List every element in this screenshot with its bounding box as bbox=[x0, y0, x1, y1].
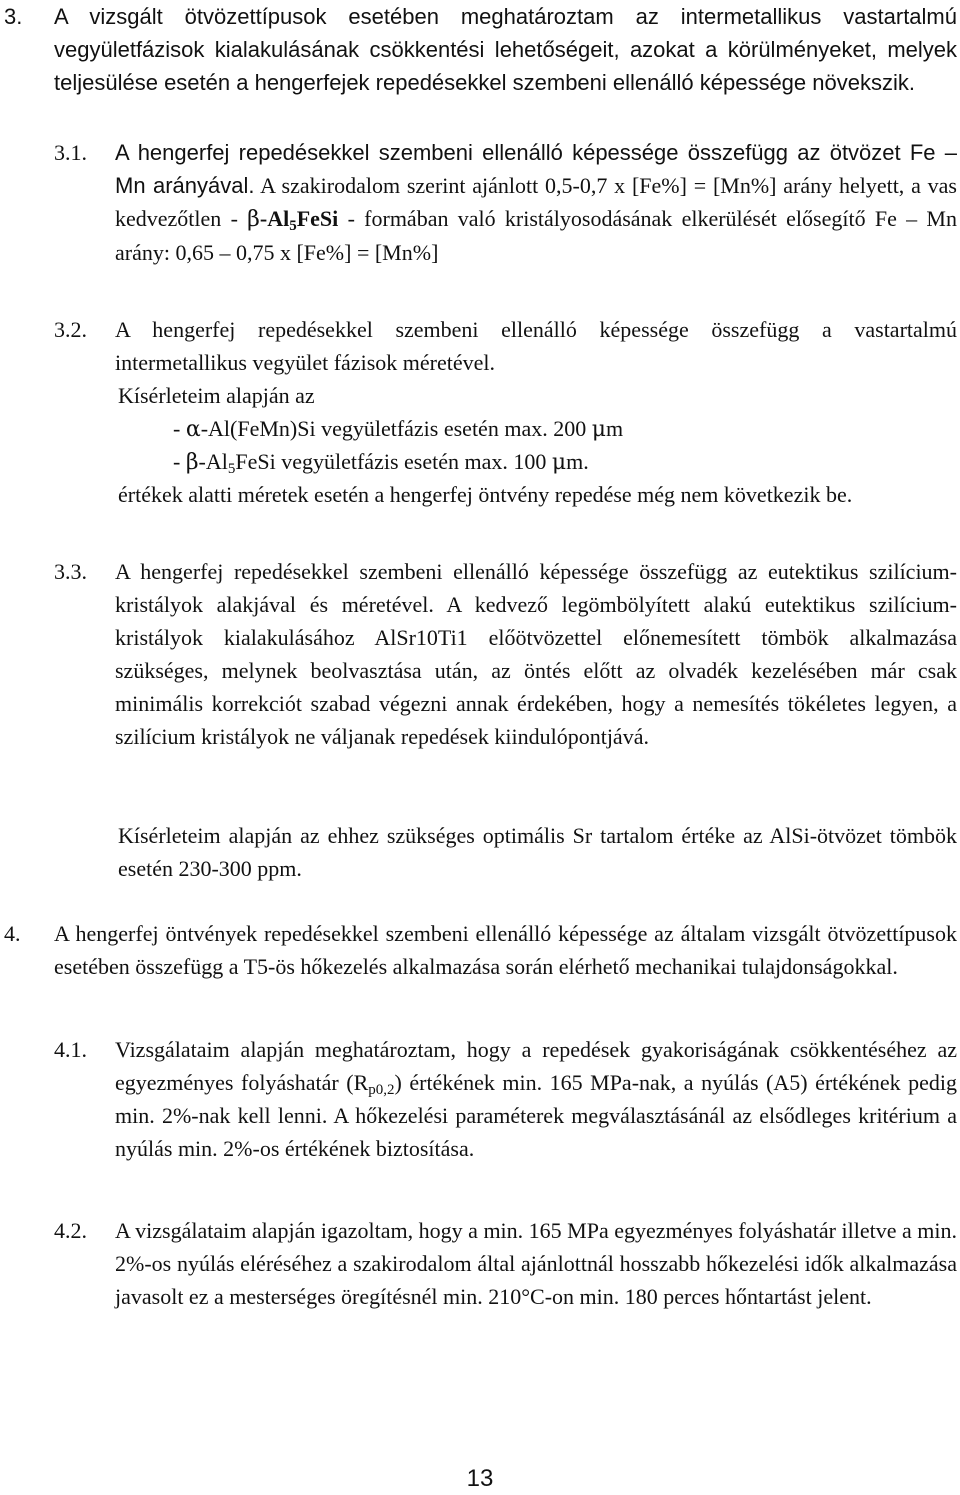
beta-item-subscript: 5 bbox=[227, 461, 236, 477]
alpha-item-text: -Al(FeMn)Si vegyületfázis esetén max. 200 bbox=[200, 416, 592, 441]
page-number: 13 bbox=[466, 1465, 494, 1492]
beta-symbol: β bbox=[185, 450, 199, 475]
mu-symbol: μ bbox=[551, 450, 567, 475]
section-3-3-extra: Kísérleteim alapján az ehhez szükséges optimális Sr tartalom értéke az AlSi-ötvözet tömbök esetén 230-300 ppm. bbox=[118, 823, 957, 881]
alpha-symbol: α bbox=[185, 417, 201, 442]
section-3-1-lead: A hengerfej repedésekkel szembeni ellenálló képessége összefügg az ötvözet Fe – Mn arányával. bbox=[115, 140, 957, 198]
alpha-item-unit: m bbox=[606, 416, 624, 441]
beta-symbol: β bbox=[247, 207, 260, 232]
section-3-3-text: A hengerfej repedésekkel szembeni ellenálló képessége összefügg az eutektikus szilícium-kristályok alakjával és méretével. A kedvező legömbölyített alakú eutektikus szilícium-kristályok kialakulásához AlSr10Ti1 előötvözettel előnemesített tömbök alkalmazása szükséges, melynek beolvasztása után, az öntés előtt az olvadék kezelésében már csak minimális korrekciót szabad végezni annak érdekében, hogy a nemesítés tökéletes legyen, a szilícium kristályok ne váljanak repedések kiindulópontjává. bbox=[115, 559, 957, 749]
beta-item-unit: m. bbox=[566, 449, 589, 474]
fesi-formula: FeSi bbox=[296, 206, 339, 231]
section-3-1-text bbox=[115, 136, 957, 269]
section-3-2-text: A hengerfej repedésekkel szembeni ellenálló képessége összefügg a vastartalmú intermetallikus vegyület fázisok méretével. bbox=[115, 317, 957, 375]
al-subscript: 5 bbox=[289, 218, 297, 234]
al-formula: -Al bbox=[259, 206, 290, 231]
section-3-2-conclusion: értékek alatti méretek esetén a hengerfej öntvény repedése még nem következik be. bbox=[118, 482, 853, 507]
section-3-number: 3. bbox=[4, 4, 23, 29]
section-3-2-item-beta bbox=[173, 445, 589, 479]
section-3-text: A vizsgált ötvözettípusok esetében meghatároztam az intermetallikus vastartalmú vegyületfázisok kialakulásának csökkentési lehetőségeit, azokat a körülményeket, melyek teljesülése esetén a hengerfejek repedésekkel szembeni ellenálló képessége növekszik. bbox=[54, 4, 957, 95]
section-3-2-item-alpha bbox=[173, 412, 623, 446]
section-3-2-intro: Kísérleteim alapján az bbox=[118, 383, 315, 408]
section-4-1-body-a: Vizsgálataim alapján meghatároztam, hogy a repedések gyakoriságának csökkentéséhez az egyezményes folyáshatár (R bbox=[115, 1037, 957, 1095]
section-3-3-number: 3.3. bbox=[54, 559, 87, 584]
list-dash: - bbox=[173, 416, 186, 441]
section-3-1-number: 3.1. bbox=[54, 140, 87, 165]
section-4-number: 4. bbox=[4, 921, 21, 946]
section-4-2-number: 4.2. bbox=[54, 1218, 87, 1243]
section-4-1-number: 4.1. bbox=[54, 1037, 87, 1062]
mu-symbol: μ bbox=[591, 417, 607, 442]
section-4-text: A hengerfej öntvények repedésekkel szembeni ellenálló képessége az általam vizsgált ötvözettípusok esetében összefügg a T5-ös hőkezelés alkalmazása során elérhető mechanikai tulajdonságokkal. bbox=[54, 921, 957, 979]
section-3-1-body-b: - formában való kristályosodásának elkerülését elősegítő Fe – Mn arány: 0,65 – 0,75 x [Fe%] = [Mn%] bbox=[115, 206, 957, 265]
rp-subscript: p0,2 bbox=[368, 1082, 395, 1098]
section-4-2-text: A vizsgálataim alapján igazoltam, hogy a min. 165 MPa egyezményes folyáshatár illetve a min. 2%-os nyúlás eléréséhez a szakirodalom által ajánlottnál hosszabb hőkezelési idők alkalmazása javasolt ez a mesterséges öregítésnél min. 210°C-on min. 180 perces hőntartást jelent. bbox=[115, 1218, 957, 1309]
section-4-1-body-b: ) értékének min. 165 MPa-nak, a nyúlás (A5) értékének pedig min. 2%-nak kell lenni. A hőkezelési paraméterek megválasztásánál az elsődleges kritérium a nyúlás min. 2%-os értékének biztosítása. bbox=[115, 1070, 957, 1161]
section-3-2-number: 3.2. bbox=[54, 317, 87, 342]
section-3-1-body-a: A szakirodalom szerint ajánlott 0,5-0,7 x [Fe%] = [Mn%] arány helyett, a vas kedvezőtlen - bbox=[115, 173, 957, 231]
beta-item-al: -Al bbox=[198, 449, 228, 474]
list-dash: - bbox=[173, 449, 186, 474]
section-4-1-text bbox=[115, 1033, 957, 1165]
beta-item-text: FeSi vegyületfázis esetén max. 100 bbox=[235, 449, 552, 474]
